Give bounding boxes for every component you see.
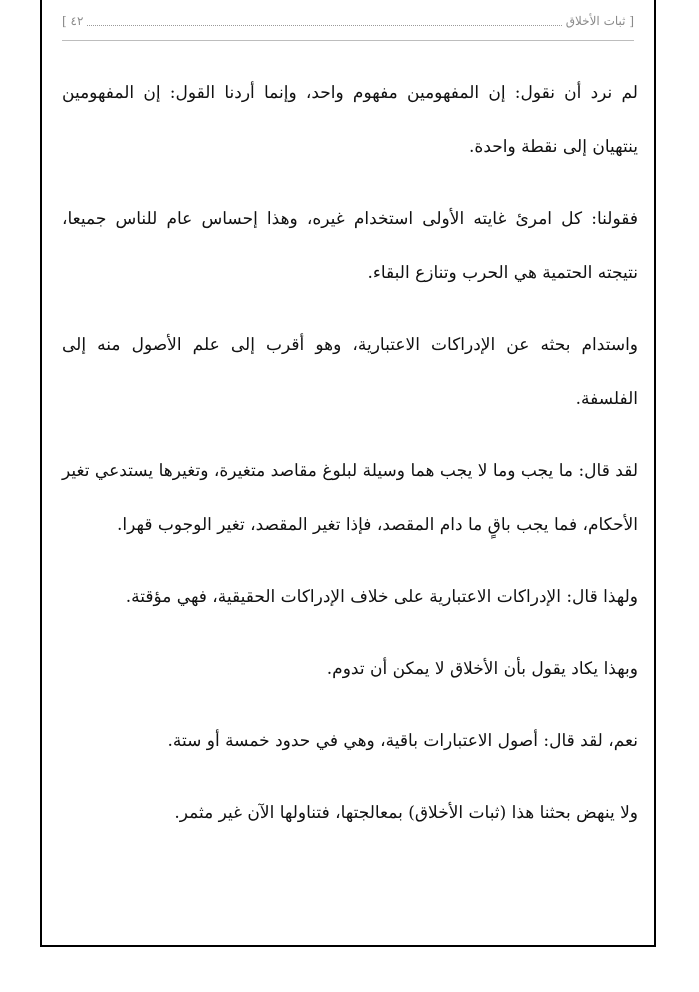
running-header [62, 14, 634, 41]
page-frame [40, 0, 656, 947]
paragraph: واستدام بحثه عن الإدراكات الاعتبارية، وهو أقرب إلى علم الأصول منه إلى الفلسفة. [62, 335, 638, 409]
paragraph: ولا ينهض بحثنا هذا (ثبات الأخلاق) بمعالجتها، فتناولها الآن غير مثمر. [174, 803, 638, 823]
page-body [62, 66, 638, 858]
paragraph: وبهذا يكاد يقول بأن الأخلاق لا يمكن أن تدوم. [326, 659, 638, 679]
paragraph: لم نرد أن نقول: إن المفهومين مفهوم واحد، وإنما أردنا القول: إن المفهومين ينتهيان إلى نقطة واحدة. [62, 83, 638, 157]
paragraph: نعم، لقد قال: أصول الاعتبارات باقية، وهي في حدود خمسة أو ستة. [167, 731, 638, 751]
paragraph: لقد قال: ما يجب وما لا يجب هما وسيلة لبلوغ مقاصد متغيرة، وتغيرها يستدعي تغير الأحكام، فما يجب باقٍ ما دام المقصد، فإذا تغير المقصد، تغير الوجوب قهرا. [62, 461, 638, 535]
paragraph: ولهذا قال: الإدراكات الاعتبارية على خلاف الإدراكات الحقيقية، فهي مؤقتة. [125, 587, 638, 607]
header-leader-dots [87, 14, 561, 26]
book-title: [ ثبات الأخلاق [565, 14, 634, 28]
page-number: ٤٢ ] [62, 14, 84, 28]
paragraph: فقولنا: كل امرئ غايته الأولى استخدام غيره، وهذا إحساس عام للناس جميعا، نتيجته الحتمية هي الحرب وتنازع البقاء. [62, 209, 638, 283]
